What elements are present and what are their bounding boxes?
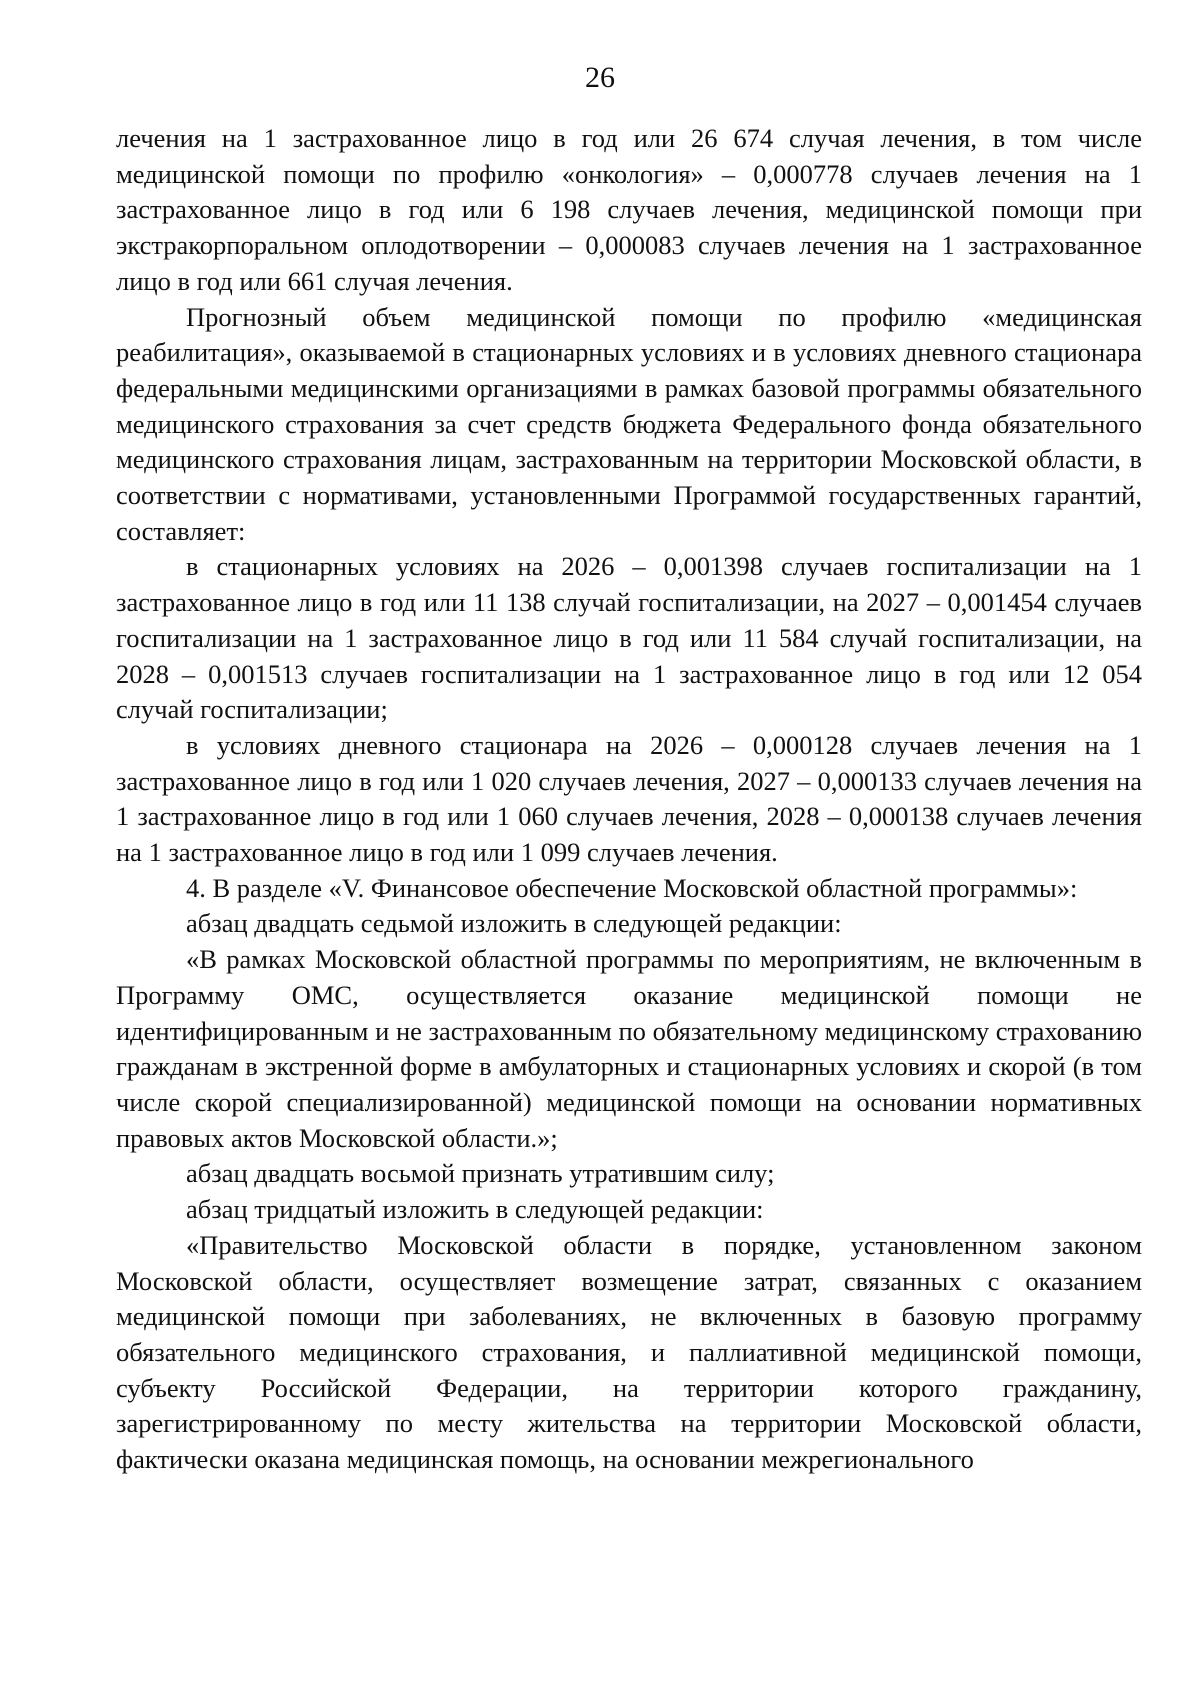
paragraph-section-v: 4. В разделе «V. Финансовое обеспечение Московской областной программы»: — [186, 872, 1078, 903]
paragraph-abzac-30: абзац тридцатый изложить в следующей редакции: — [186, 1194, 764, 1225]
paragraph-day-hospital: в условиях дневного стационара на 2026 – 0,000128 случаев лечения на 1 застрахованное лицо в год или 1 020 случаев лечения, 2027 – 0,000133 случаев лечения на 1 застрахованное лицо в год или 1 060 случаев лечения, 2028 – 0,000138 случаев лечения на 1 застрахованное лицо в год или 1 099 случаев лечения. — [116, 729, 1142, 868]
paragraph-abzac-27: абзац двадцать седьмой изложить в следующей редакции: — [186, 908, 842, 939]
paragraph-abzac-30-text: «Правительство Московской области в порядке, установленном законом Московской области, осуществляет возмещение затрат, связанных с оказанием медицинской помощи при заболеваниях, не включенных в базовую программу обязательного медицинского страхования, и паллиативной медицинской помощи, субъекту Российской Федерации, на территории которого гражданину, зарегистрированному по месту жительства на территории Московской области, фактически оказана медицинская помощь, на основании межрегионального — [116, 1229, 1142, 1475]
document-body — [116, 121, 1142, 1478]
paragraph-abzac-28: абзац двадцать восьмой признать утратившим силу; — [186, 1158, 775, 1189]
paragraph-continuation: лечения на 1 застрахованное лицо в год или 26 674 случая лечения, в том числе медицинской помощи по профилю «онкология» – 0,000778 случаев лечения на 1 застрахованное лицо в год или 6 198 случаев лечения, медицинской помощи при экстракорпоральном оплодотворении – 0,000083 случаев лечения на 1 застрахованное лицо в год или 661 случая лечения. — [116, 123, 1142, 296]
page-number: 26 — [585, 61, 615, 94]
paragraph-rehabilitation-volume: Прогнозный объем медицинской помощи по профилю «медицинская реабилитация», оказываемой в стационарных условиях и в условиях дневного стационара федеральными медицинскими организациями в рамках базовой программы обязательного медицинского страхования за счет средств бюджета Федерального фонда обязательного медицинского страхования лицам, застрахованным на территории Московской области, в соответствии с нормативами, установленными Программой государственных гарантий, составляет: — [116, 301, 1142, 546]
paragraph-inpatient-conditions: в стационарных условиях на 2026 – 0,001398 случаев госпитализации на 1 застрахованное лицо в год или 11 138 случай госпитализации, на 2027 – 0,001454 случаев госпитализации на 1 застрахованное лицо в год или 11 584 случай госпитализации, на 2028 – 0,001513 случаев госпитализации на 1 застрахованное лицо в год или 12 054 случай госпитализации; — [116, 551, 1142, 725]
paragraph-abzac-27-text: «В рамках Московской областной программы по мероприятиям, не включенным в Программу ОМС, осуществляется оказание медицинской помощи не идентифицированным и не застрахованным по обязательному медицинскому страхованию гражданам в экстренной форме в амбулаторных и стационарных условиях и скорой (в том числе скорой специализированной) медицинской помощи на основании нормативных правовых актов Московской области.»; — [116, 944, 1142, 1153]
